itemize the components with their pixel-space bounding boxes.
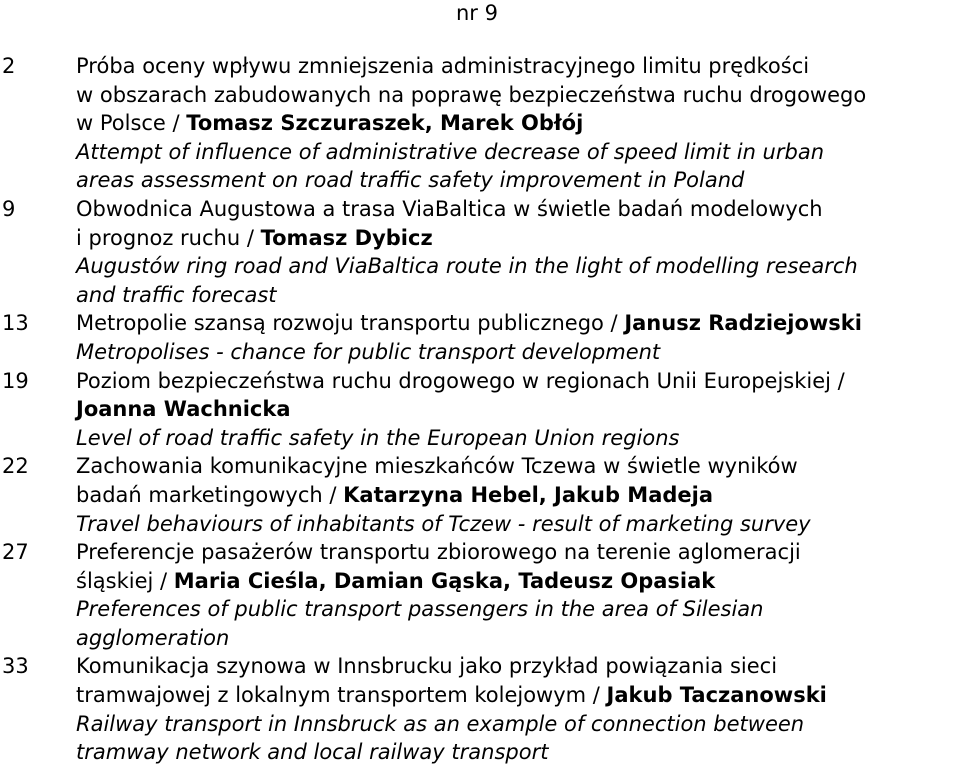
toc-entry-body <box>76 367 960 453</box>
toc-entry-body <box>76 452 960 538</box>
toc-page-number: 2 <box>2 54 16 78</box>
polish-title-text: Obwodnica Augustowa a trasa ViaBaltica w świetle badań modelowych <box>76 196 823 221</box>
toc-entry <box>0 195 960 309</box>
polish-title-line <box>76 52 960 81</box>
author-names: Tomasz Dybicz <box>260 225 433 250</box>
polish-title-text: i prognoz ruchu / <box>76 225 261 250</box>
issue-number: nr 9 <box>456 1 498 25</box>
author-names: Janusz Radziejowski <box>624 311 862 336</box>
polish-title-line <box>76 681 960 710</box>
polish-title-text: Komunikacja szynowa w Innsbrucku jako przykład powiązania sieci <box>76 654 778 679</box>
author-names: Tomasz Szczuraszek, Marek Obłój <box>186 111 584 136</box>
toc-entry-body <box>76 52 960 195</box>
polish-title-line <box>76 195 960 224</box>
polish-title-line <box>76 109 960 138</box>
english-title-line: and traffic forecast <box>76 282 277 307</box>
polish-title-line <box>76 224 960 253</box>
toc-entry <box>0 367 960 453</box>
polish-title-line <box>76 395 960 424</box>
toc-entry-body <box>76 309 960 366</box>
english-title-line: Preferences of public transport passengers in the area of Silesian <box>76 597 764 622</box>
polish-title-text: tramwajowej z lokalnym transportem kolejowym / <box>76 683 607 708</box>
toc-page-number: 13 <box>2 311 29 336</box>
polish-title-line <box>76 481 960 510</box>
polish-title-text: Próba oceny wpływu zmniejszenia administracyjnego limitu prędkości <box>76 54 810 78</box>
toc-page-number: 27 <box>2 540 29 565</box>
toc-entry <box>0 309 960 366</box>
toc-entry-body <box>76 195 960 309</box>
toc-page-number: 22 <box>2 454 29 479</box>
english-title-line: Augustów ring road and ViaBaltica route in the light of modelling research <box>76 254 858 279</box>
polish-title-text: w obszarach zabudowanych na poprawę bezpieczeństwa ruchu drogowego <box>76 82 867 107</box>
polish-title-text: Zachowania komunikacyjne mieszkańców Tczewa w świetle wyników <box>76 454 798 479</box>
polish-title-text: Preferencje pasażerów transportu zbiorowego na terenie aglomeracji <box>76 540 801 565</box>
polish-title-text: śląskiej / <box>76 568 174 593</box>
author-names: Maria Cieśla, Damian Gąska, Tadeusz Opasiak <box>173 568 716 593</box>
polish-title-line <box>76 452 960 481</box>
toc-page-number: 19 <box>2 368 29 393</box>
toc-entry-body <box>76 652 960 766</box>
polish-title-line <box>76 538 960 567</box>
english-title-line: Metropolises - chance for public transport development <box>76 339 661 364</box>
english-title-line: areas assessment on road traffic safety improvement in Poland <box>76 168 745 193</box>
polish-title-line <box>76 567 960 596</box>
polish-title-text: w Polsce / <box>76 111 187 136</box>
toc-entry <box>0 52 960 195</box>
polish-title-line <box>76 652 960 681</box>
polish-title-text: Metropolie szansą rozwoju transportu publicznego / <box>76 311 625 336</box>
author-names: Joanna Wachnicka <box>76 397 291 422</box>
table-of-contents <box>0 52 960 767</box>
polish-title-text: Poziom bezpieczeństwa ruchu drogowego w regionach Unii Europejskiej / <box>76 368 845 393</box>
toc-page-number: 9 <box>2 196 16 221</box>
toc-page-number: 33 <box>2 654 29 679</box>
toc-entry <box>0 452 960 538</box>
polish-title-line <box>76 81 960 110</box>
english-title-line: tramway network and local railway transport <box>76 740 549 765</box>
english-title-line: Level of road traffic safety in the European Union regions <box>76 425 680 450</box>
english-title-line: Attempt of influence of administrative decrease of speed limit in urban <box>76 139 825 164</box>
author-names: Jakub Taczanowski <box>606 683 827 708</box>
toc-entry-body <box>76 538 960 652</box>
polish-title-text: badań marketingowych / <box>76 482 344 507</box>
polish-title-line <box>76 309 960 338</box>
english-title-line: Travel behaviours of inhabitants of Tczew - result of marketing survey <box>76 511 811 536</box>
polish-title-line <box>76 367 960 396</box>
english-title-line: agglomeration <box>76 625 230 650</box>
toc-entry <box>0 538 960 652</box>
author-names: Katarzyna Hebel, Jakub Madeja <box>343 482 714 507</box>
toc-entry <box>0 652 960 766</box>
english-title-line: Railway transport in Innsbruck as an example of connection between <box>76 711 805 736</box>
